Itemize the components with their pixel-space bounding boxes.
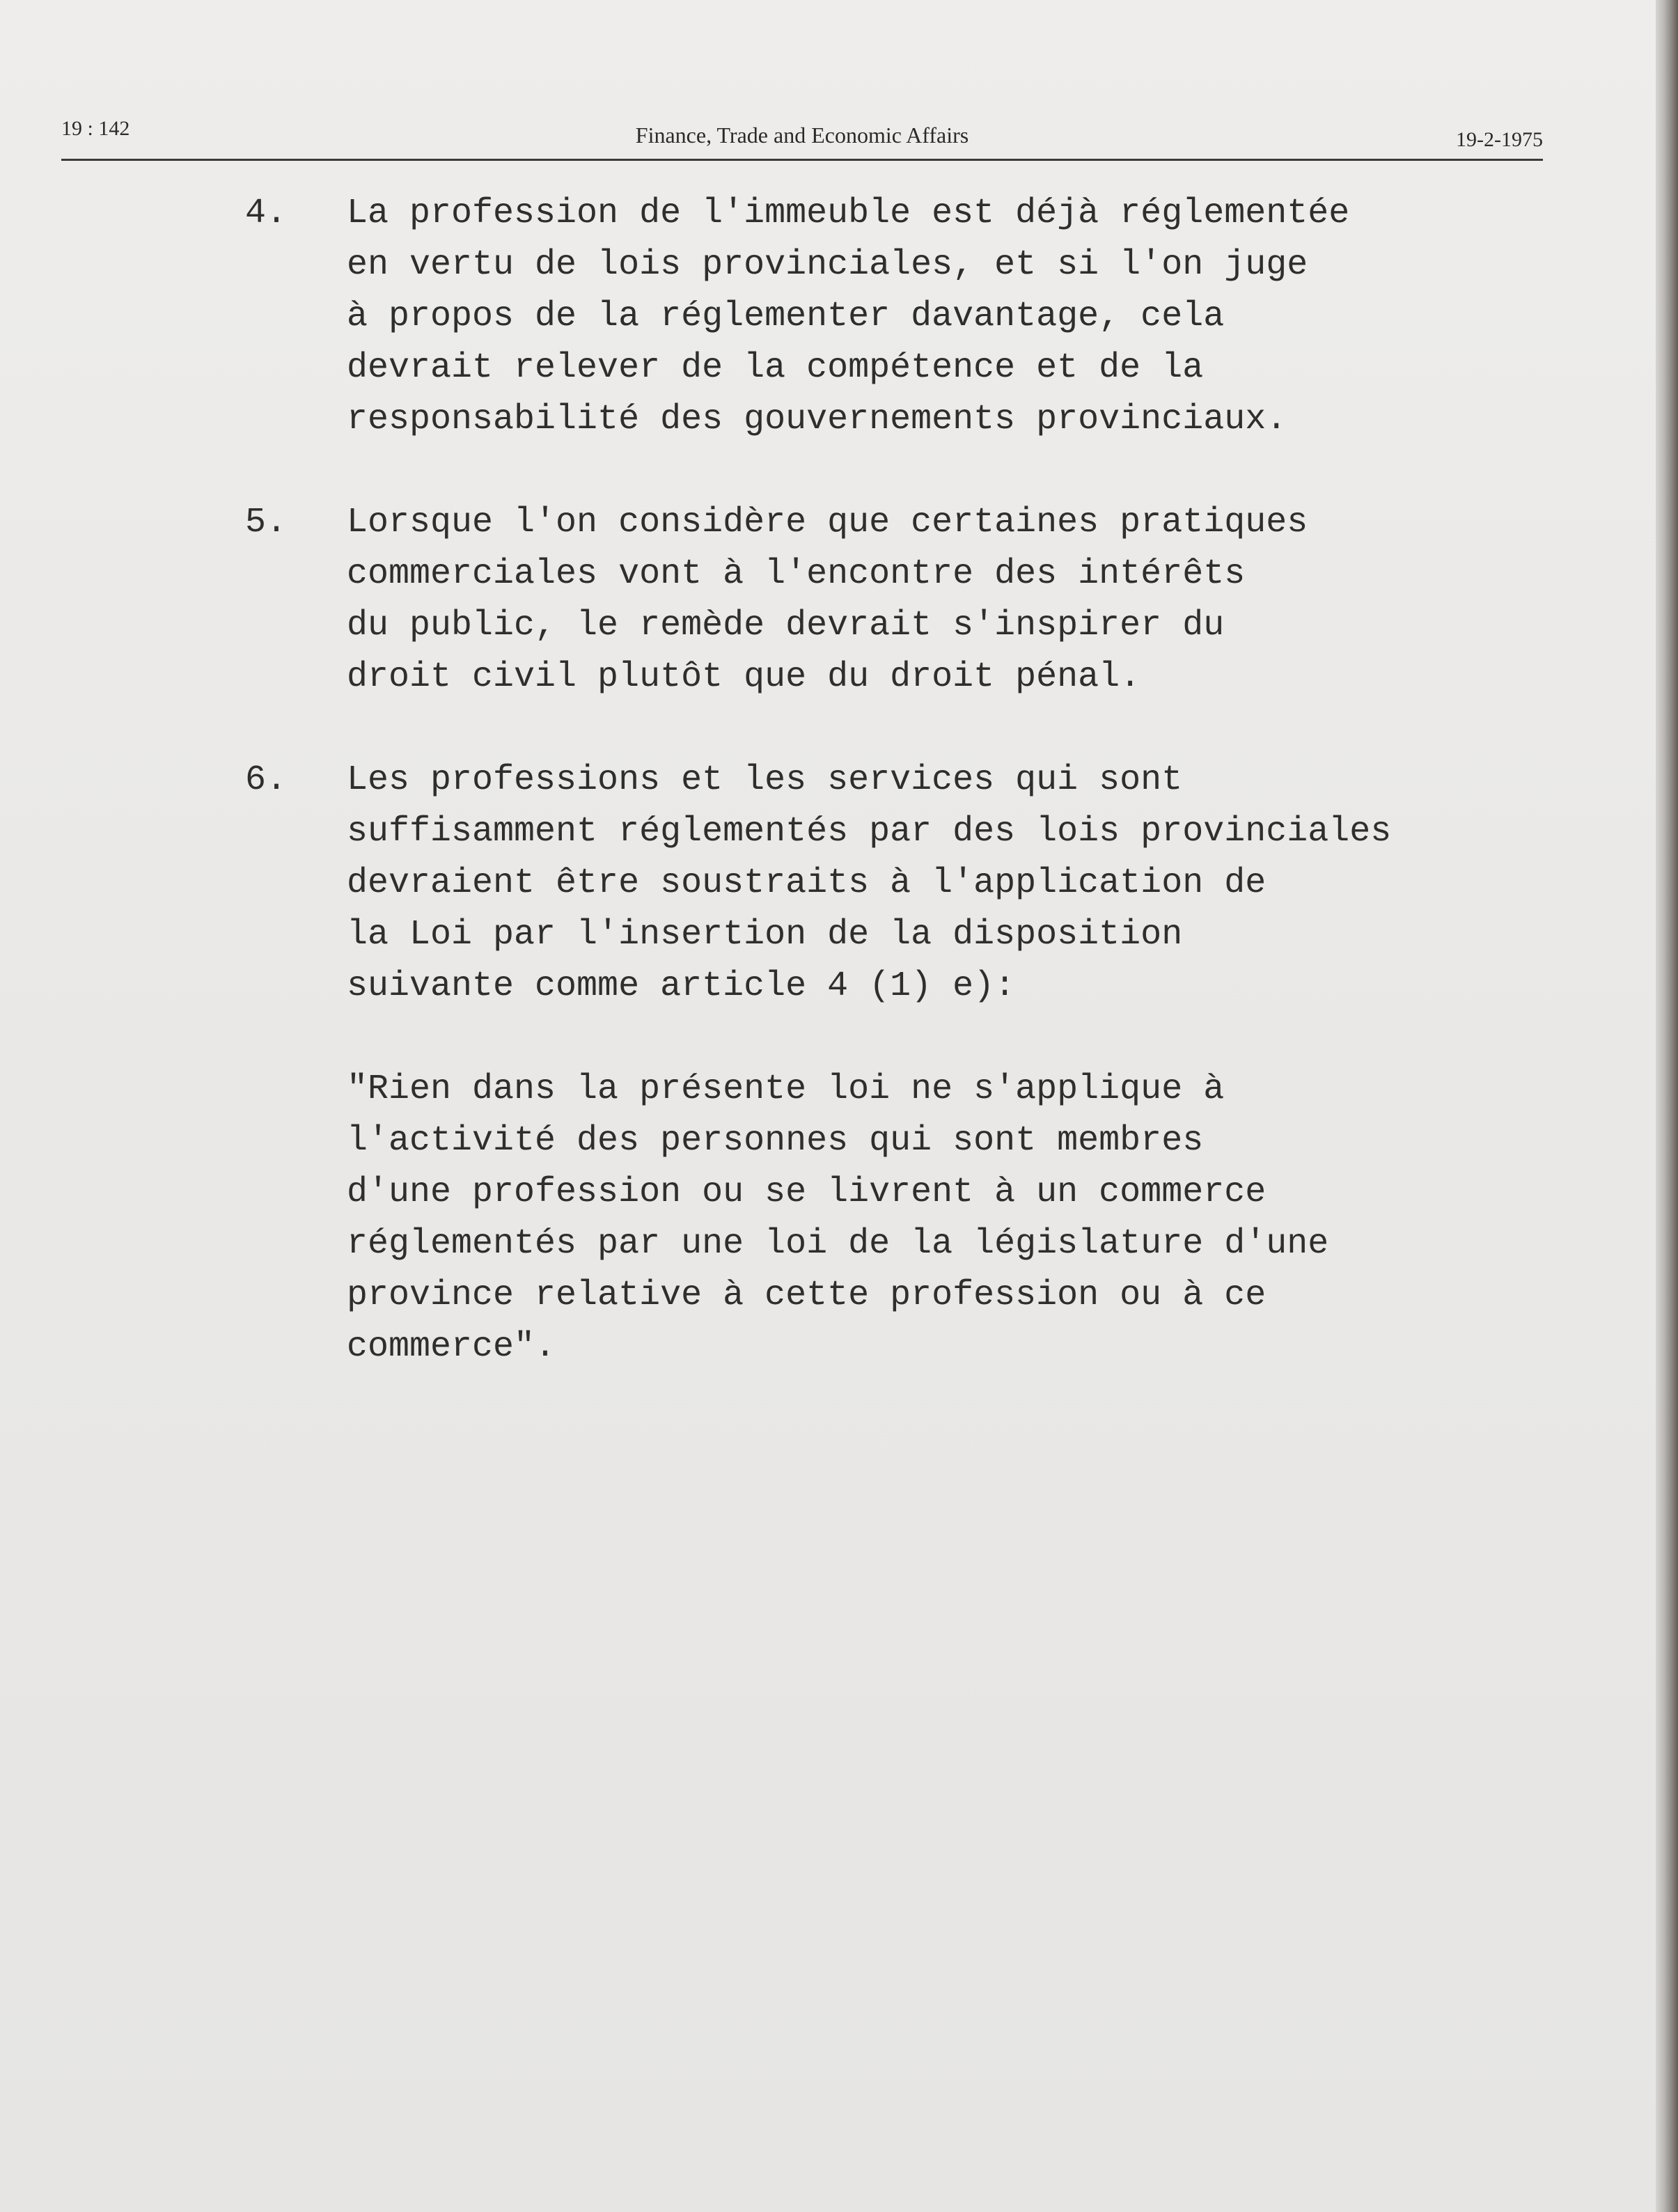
item-number: 6. <box>245 760 288 800</box>
quoted-provision <box>347 1064 1429 1373</box>
page-header <box>61 111 1543 162</box>
header-rule <box>61 159 1543 161</box>
quote-line: province relative à cette profession ou à ce <box>347 1276 1267 1315</box>
quote-line: réglementés par une loi de la législature d'une <box>347 1224 1329 1264</box>
document-body <box>245 188 1429 1373</box>
text-line: en vertu de lois provinciales, et si l'on juge <box>347 245 1308 285</box>
text-line: suffisamment réglementés par des lois provinciales <box>347 812 1392 852</box>
text-line: responsabilité des gouvernements provinciaux. <box>347 400 1287 439</box>
item-number: 5. <box>245 503 288 542</box>
quote-line: l'activité des personnes qui sont membres <box>347 1121 1204 1161</box>
quote-line: "Rien dans la présente loi ne s'applique à <box>347 1069 1225 1109</box>
text-line: du public, le remède devrait s'inspirer du <box>347 606 1225 645</box>
item-text <box>347 755 1429 1012</box>
text-line: à propos de la réglementer davantage, cela <box>347 297 1225 336</box>
numbered-item-5 <box>245 497 1429 703</box>
text-line: commerciales vont à l'encontre des intérêts <box>347 554 1246 594</box>
text-line: devrait relever de la compétence et de la <box>347 348 1204 388</box>
page-reference: 19 : 142 <box>61 117 130 140</box>
text-line: La profession de l'immeuble est déjà réglementée <box>347 194 1350 233</box>
page-edge-shadow <box>1656 0 1678 2212</box>
item-text <box>347 497 1429 703</box>
text-line: Les professions et les services qui sont <box>347 760 1183 800</box>
text-line: suivante comme article 4 (1) e): <box>347 966 1016 1006</box>
text-line: droit civil plutôt que du droit pénal. <box>347 657 1141 697</box>
header-title: Finance, Trade and Economic Affairs <box>635 123 969 148</box>
numbered-item-4 <box>245 188 1429 446</box>
text-line: Lorsque l'on considère que certaines pratiques <box>347 503 1308 542</box>
quote-line: d'une profession ou se livrent à un commerce <box>347 1172 1267 1212</box>
numbered-item-6 <box>245 755 1429 1012</box>
item-number: 4. <box>245 194 288 233</box>
item-text <box>347 188 1429 446</box>
text-line: devraient être soustraits à l'application de <box>347 863 1267 903</box>
text-line: la Loi par l'insertion de la disposition <box>347 915 1183 955</box>
header-date: 19-2-1975 <box>1456 128 1543 151</box>
quote-line: commerce". <box>347 1327 556 1367</box>
